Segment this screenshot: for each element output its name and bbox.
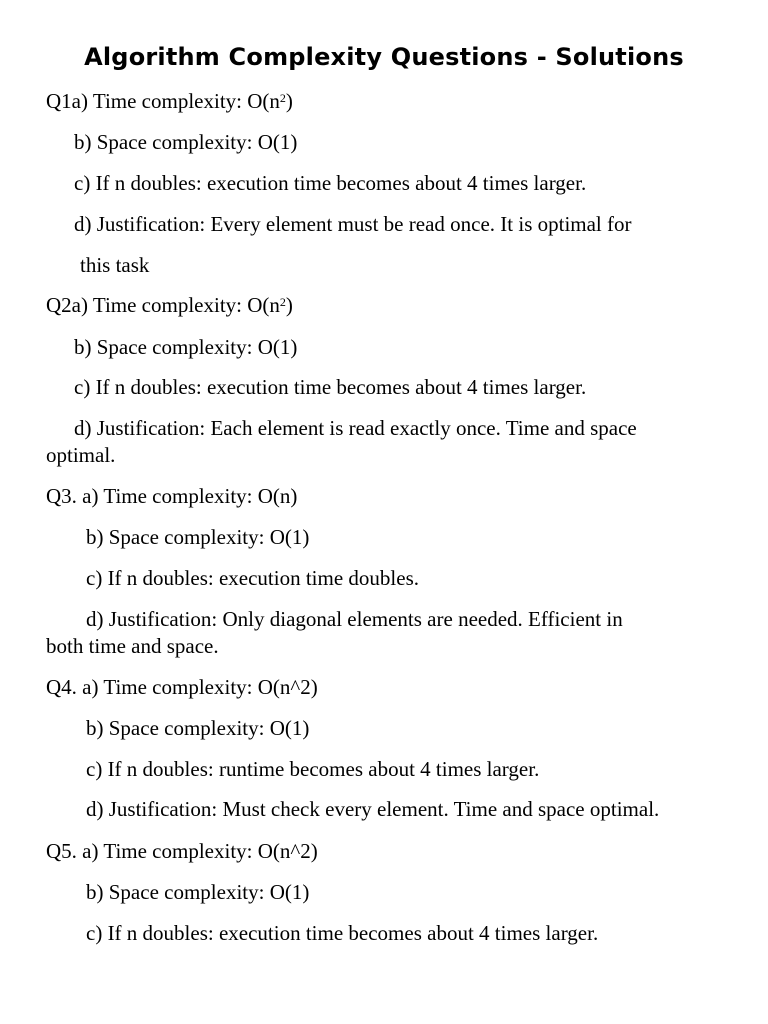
q4-b-line: b) Space complexity: O(1) xyxy=(86,716,310,740)
document-title: Algorithm Complexity Questions - Solutions xyxy=(84,43,684,71)
q2-a-close: ) xyxy=(285,293,293,317)
q1-d-line: d) Justification: Every element must be read once. It is optimal for xyxy=(74,212,632,236)
q3-d-line: d) Justification: Only diagonal elements are needed. Efficient in xyxy=(86,607,623,631)
q1-a-exponent: 2 xyxy=(279,91,286,105)
q3-c-line: c) If n doubles: execution time doubles. xyxy=(86,566,419,590)
q1-b-line: b) Space complexity: O(1) xyxy=(74,130,298,154)
q1-c-line: c) If n doubles: execution time becomes about 4 times larger. xyxy=(74,171,587,195)
q4-c-line: c) If n doubles: runtime becomes about 4 times larger. xyxy=(86,757,540,781)
q2-c-line: c) If n doubles: execution time becomes about 4 times larger. xyxy=(74,375,587,399)
q2-d-line: d) Justification: Each element is read exactly once. Time and space xyxy=(74,416,637,440)
q5-b-line: b) Space complexity: O(1) xyxy=(86,880,310,904)
q2-d-continuation: optimal. xyxy=(46,443,116,467)
q3-b-line: b) Space complexity: O(1) xyxy=(86,525,310,549)
q2-a-text: Q2a) Time complexity: O(n xyxy=(46,293,280,317)
q4-a-line: Q4. a) Time complexity: O(n^2) xyxy=(46,675,318,699)
q1-a-close: ) xyxy=(285,89,293,113)
q4-d-line: d) Justification: Must check every element. Time and space optimal. xyxy=(86,797,660,821)
q1-a-line xyxy=(46,88,293,115)
q2-a-line xyxy=(46,292,293,319)
q2-a-exponent: 2 xyxy=(279,295,286,309)
q2-b-line: b) Space complexity: O(1) xyxy=(74,335,298,359)
q5-c-line: c) If n doubles: execution time becomes about 4 times larger. xyxy=(86,921,599,945)
q5-a-line: Q5. a) Time complexity: O(n^2) xyxy=(46,839,318,863)
q1-a-text: Q1a) Time complexity: O(n xyxy=(46,89,280,113)
q1-d-continuation: this task xyxy=(80,253,150,277)
q3-d-continuation: both time and space. xyxy=(46,634,219,658)
q3-a-line: Q3. a) Time complexity: O(n) xyxy=(46,484,298,508)
